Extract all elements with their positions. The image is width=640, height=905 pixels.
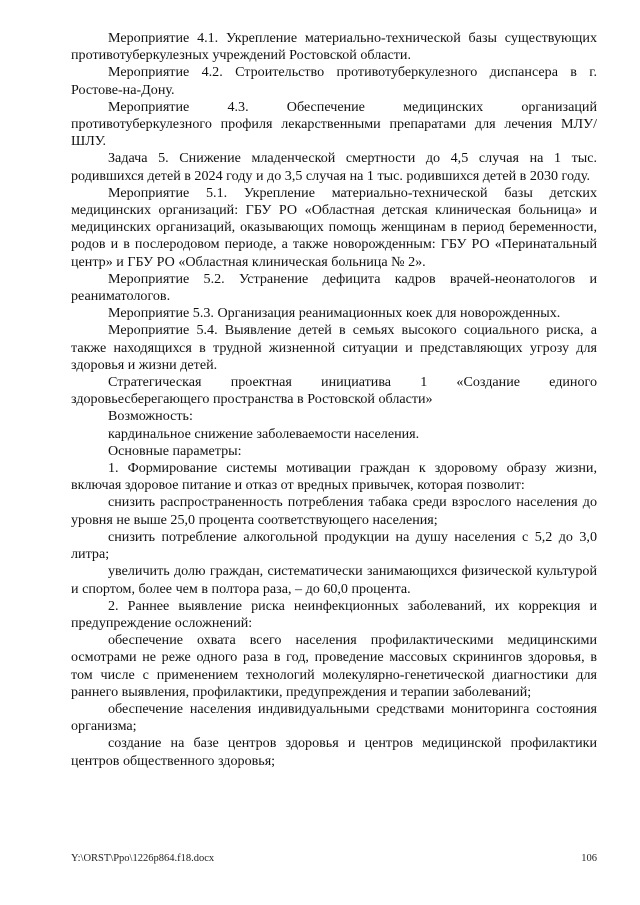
paragraph-measure-4-2: Мероприятие 4.2. Строительство противотуберкулезного диспансера в г. Ростове-на-Дону. bbox=[71, 64, 597, 98]
paragraph-measure-5-4: Мероприятие 5.4. Выявление детей в семьях высокого социального риска, а также находящихся в трудной жизненной ситуации и представляющих угрозу для здоровья и жизни детей. bbox=[71, 322, 597, 373]
paragraph-tobacco: снизить распространенность потребления табака среди взрослого населения до уровня не выше 25,0 процента соответствующего населения; bbox=[71, 494, 597, 528]
document-body bbox=[71, 30, 597, 770]
paragraph-medical-exams: обеспечение охвата всего населения профилактическими медицинскими осмотрами не реже одного раза в год, проведение массовых скринингов здоровья, в том числе с применением технологий молекулярно-генетической диагностики для раннего выявления, профилактики, предупреждения и терапии заболеваний; bbox=[71, 632, 597, 700]
paragraph-measure-5-2: Мероприятие 5.2. Устранение дефицита кадров врачей-неонатологов и реаниматологов. bbox=[71, 270, 597, 305]
paragraph-parameter-1: 1. Формирование системы мотивации граждан к здоровому образу жизни, включая здоровое питание и отказ от вредных привычек, которая позволит: bbox=[71, 460, 597, 494]
paragraph-measure-4-3: Мероприятие 4.3. Обеспечение медицинских организаций противотуберкулезного профиля лекарственными препаратами для лечения МЛУ/ШЛУ. bbox=[71, 98, 597, 150]
paragraph-strategic-initiative: Стратегическая проектная инициатива 1 «Создание единого здоровьесберегающего пространства в Ростовской области» bbox=[71, 374, 597, 408]
paragraph-parameter-2: 2. Раннее выявление риска неинфекционных заболеваний, их коррекция и предупреждение осложнений: bbox=[71, 597, 597, 631]
paragraph-monitoring-devices: обеспечение населения индивидуальными средствами мониторинга состояния организма; bbox=[71, 700, 597, 735]
paragraph-measure-5-1: Мероприятие 5.1. Укрепление материально-технической базы детских медицинских организаций: ГБУ РО «Областная детская клиническая больница» и медицинских организаций, оказывающих помощь женщинам в период беременности, родов и в послеродовом периоде, а также новорожденным: ГБУ РО «Перинатальный центр» и ГБУ РО «Областная клиническая больница № 2». bbox=[71, 184, 597, 270]
paragraph-sport: увеличить долю граждан, систематически занимающихся физической культурой и спортом, более чем в полтора раза, – до 60,0 процента. bbox=[71, 563, 597, 597]
paragraph-opportunity-heading: Возможность: bbox=[108, 408, 193, 425]
paragraph-opportunity-text: кардинальное снижение заболеваемости населения. bbox=[108, 425, 420, 442]
paragraph-alcohol: снизить потребление алкогольной продукции на душу населения с 5,2 до 3,0 литра; bbox=[71, 528, 597, 563]
page-footer bbox=[71, 853, 597, 864]
footer-file-path: Y:\ORST\Ppo\1226p864.f18.docx bbox=[71, 853, 215, 864]
paragraph-measure-5-3: Мероприятие 5.3. Организация реанимационных коек для новорожденных. bbox=[108, 305, 561, 322]
page-number: 106 bbox=[581, 853, 597, 864]
paragraph-task-5: Задача 5. Снижение младенческой смертности до 4,5 случая на 1 тыс. родившихся детей в 2024 году и до 3,5 случая на 1 тыс. родившихся детей в 2030 году. bbox=[71, 150, 597, 184]
paragraph-public-health-centers: создание на базе центров здоровья и центров медицинской профилактики центров общественного здоровья; bbox=[71, 735, 597, 769]
paragraph-measure-4-1: Мероприятие 4.1. Укрепление материально-технической базы существующих противотуберкулезных учреждений Ростовской области. bbox=[71, 30, 597, 64]
paragraph-main-parameters: Основные параметры: bbox=[108, 442, 242, 459]
